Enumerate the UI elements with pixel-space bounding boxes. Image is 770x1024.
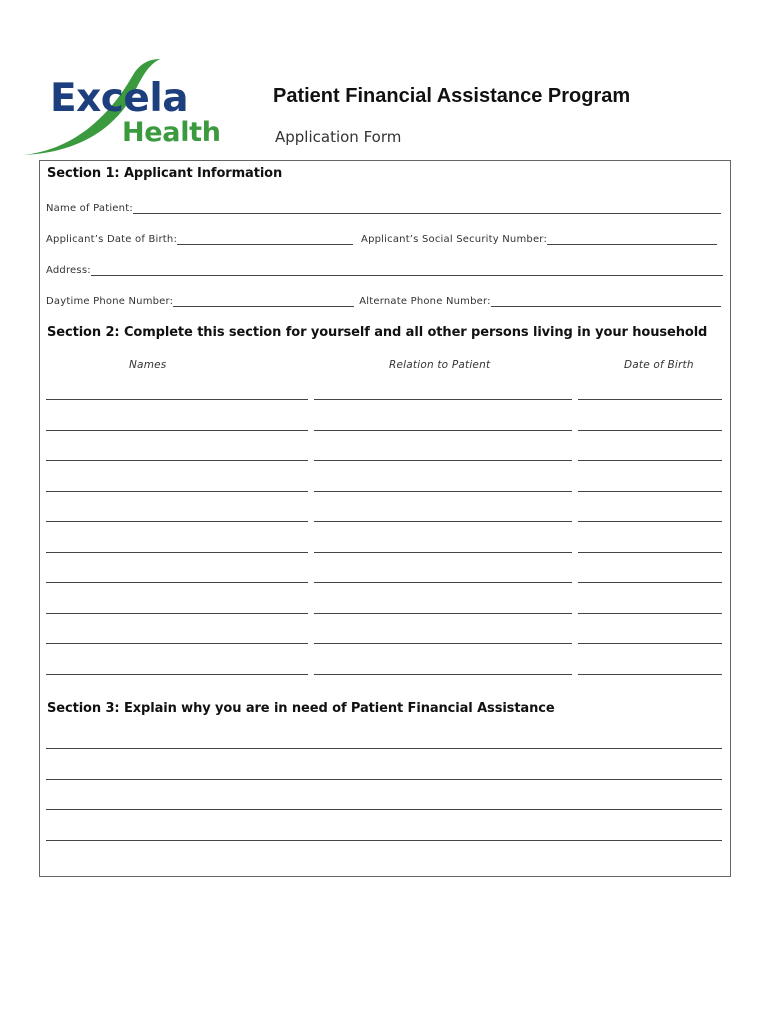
excela-health-logo [18, 55, 233, 160]
household-dob-field[interactable] [578, 521, 722, 522]
household-dob-field[interactable] [578, 613, 722, 614]
household-relation-field[interactable] [314, 582, 572, 583]
household-row [46, 582, 722, 583]
household-row [46, 399, 722, 400]
household-row [46, 613, 722, 614]
daytime-phone-label: Daytime Phone Number: [46, 296, 174, 307]
col-dob-header: Date of Birth [624, 359, 694, 371]
section1-heading: Section 1: Applicant Information [47, 166, 283, 181]
section2-heading: Section 2: Complete this section for yourself and all other persons living in your household [47, 325, 708, 340]
household-relation-field[interactable] [314, 521, 572, 522]
household-relation-field[interactable] [314, 674, 572, 675]
household-relation-field[interactable] [314, 430, 572, 431]
household-relation-field[interactable] [314, 613, 572, 614]
household-row [46, 674, 722, 675]
logo-word-health: Health [122, 117, 221, 148]
dob-ssn-row [46, 231, 723, 245]
household-row [46, 643, 722, 644]
household-name-field[interactable] [46, 430, 308, 431]
explanation-line-field[interactable] [46, 748, 722, 749]
household-row [46, 460, 722, 461]
household-dob-field[interactable] [578, 460, 722, 461]
explanation-line-field[interactable] [46, 779, 722, 780]
household-dob-field[interactable] [578, 582, 722, 583]
explanation-line-field[interactable] [46, 840, 722, 841]
logo-word-excela: Excela [50, 76, 189, 121]
household-name-field[interactable] [46, 521, 308, 522]
household-row [46, 430, 722, 431]
address-label: Address: [46, 265, 91, 276]
explanation-line-field[interactable] [46, 809, 722, 810]
household-dob-field[interactable] [578, 491, 722, 492]
household-name-field[interactable] [46, 552, 308, 553]
household-relation-field[interactable] [314, 643, 572, 644]
household-relation-field[interactable] [314, 399, 572, 400]
household-name-field[interactable] [46, 643, 308, 644]
household-name-field[interactable] [46, 460, 308, 461]
patient-name-field[interactable] [133, 203, 721, 214]
address-row [46, 262, 723, 276]
alternate-phone-label: Alternate Phone Number: [359, 296, 491, 307]
household-dob-field[interactable] [578, 552, 722, 553]
household-name-field[interactable] [46, 613, 308, 614]
col-names-header: Names [129, 359, 167, 371]
page-title: Patient Financial Assistance Program [273, 85, 631, 107]
col-relation-header: Relation to Patient [389, 359, 491, 371]
household-name-field[interactable] [46, 399, 308, 400]
address-field[interactable] [91, 265, 723, 276]
household-relation-field[interactable] [314, 460, 572, 461]
household-relation-field[interactable] [314, 491, 572, 492]
daytime-phone-field[interactable] [173, 296, 354, 307]
patient-name-row [46, 200, 723, 214]
dob-label: Applicant’s Date of Birth: [46, 234, 178, 245]
ssn-label: Applicant’s Social Security Number: [361, 234, 548, 245]
household-dob-field[interactable] [578, 674, 722, 675]
ssn-field[interactable] [547, 234, 717, 245]
household-dob-field[interactable] [578, 399, 722, 400]
household-dob-field[interactable] [578, 430, 722, 431]
section3-heading: Section 3: Explain why you are in need of Patient Financial Assistance [47, 701, 555, 716]
page-subtitle: Application Form [275, 128, 402, 146]
household-relation-field[interactable] [314, 552, 572, 553]
household-row [46, 521, 722, 522]
household-name-field[interactable] [46, 491, 308, 492]
patient-name-label: Name of Patient: [46, 203, 133, 214]
household-name-field[interactable] [46, 674, 308, 675]
alternate-phone-field[interactable] [491, 296, 721, 307]
phone-row [46, 293, 723, 307]
household-row [46, 491, 722, 492]
household-name-field[interactable] [46, 582, 308, 583]
dob-field[interactable] [177, 234, 353, 245]
household-row [46, 552, 722, 553]
household-dob-field[interactable] [578, 643, 722, 644]
